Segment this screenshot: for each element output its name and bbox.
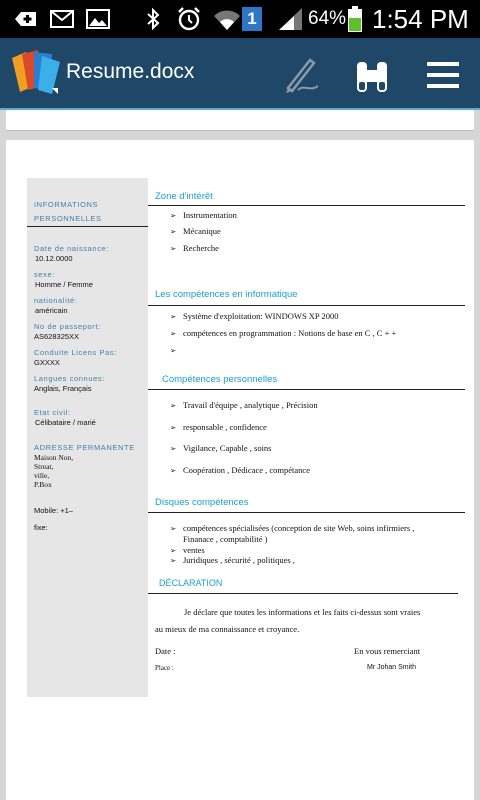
signature: Mr Johan Smith <box>367 664 417 671</box>
address-line: Streat, <box>34 462 54 471</box>
section-divider <box>148 389 465 390</box>
nationality-label: nationalité: <box>34 296 78 305</box>
arrow-bullet-icon: ➢ <box>170 466 177 475</box>
arrow-bullet-icon: ➢ <box>170 546 177 555</box>
arrow-bullet-icon: ➢ <box>170 401 177 410</box>
declaration-line: Je déclare que toutes les informations et les faits ci-dessus sont vraies <box>184 607 421 617</box>
list-item: Coopération , Dédicace , compétance <box>183 465 310 475</box>
previous-page <box>6 110 474 131</box>
add-icon <box>12 0 38 38</box>
status-bar <box>0 0 480 38</box>
signal-icon <box>278 0 304 38</box>
birth-label: Date de naissance: <box>34 244 110 253</box>
place-label: Place : <box>155 664 174 672</box>
nationality-value: américain <box>35 306 68 315</box>
arrow-bullet-icon: ➢ <box>170 524 177 533</box>
passport-value: AS628325XX <box>34 332 80 341</box>
section-divider <box>148 593 458 594</box>
list-item: compétences spécialisées (conception de site Web, soins infirmiers , <box>183 523 415 533</box>
declaration-title: DÉCLARATION <box>159 578 223 588</box>
list-item: compétences en programmation : Notions de base en C , C + + <box>183 328 397 338</box>
address-line: P.Box <box>34 480 52 489</box>
list-item-continued: Finanace , comptabilité ) <box>183 534 268 544</box>
address-line: Maison Non, <box>34 453 74 462</box>
document-title: Resume.docx <box>66 60 195 83</box>
thanks-text: En vous remerciant <box>354 646 421 656</box>
mail-icon <box>50 0 74 38</box>
address-line: ville, <box>34 471 50 480</box>
personal-skills-title: Compétences personnelles <box>162 374 278 385</box>
battery-percent: 64% <box>308 8 347 29</box>
binoculars-icon[interactable] <box>354 58 390 98</box>
fixe-label: fixe: <box>34 523 48 532</box>
menu-icon[interactable] <box>426 60 460 94</box>
personal-info-heading-2: PERSONNELLES <box>34 214 102 223</box>
languages-value: Anglais, Français <box>34 384 92 393</box>
license-label: Conduite Licens Pas: <box>34 348 117 357</box>
sex-label: sexe: <box>34 270 55 279</box>
license-value: GXXXX <box>34 358 60 367</box>
birth-value: 10.12.0000 <box>35 254 73 263</box>
mobile-label: Mobile: +1– <box>34 506 73 515</box>
app-bar <box>0 38 480 110</box>
clock: 1:54 PM <box>372 3 469 34</box>
sex-value: Homme / Femme <box>35 280 93 289</box>
computer-skills-title: Les compétences en informatique <box>155 289 298 300</box>
list-item: Juridiques , sécurité , politiques , <box>183 555 295 565</box>
list-item: Vigilance, Capable , soins <box>183 443 272 453</box>
arrow-bullet-icon: ➢ <box>170 423 177 432</box>
list-item: responsable , confidence <box>183 422 267 432</box>
list-item: Recherche <box>183 243 219 253</box>
arrow-bullet-icon: ➢ <box>170 329 177 338</box>
list-item: Instrumentation <box>183 210 237 220</box>
arrow-bullet-icon: ➢ <box>170 346 177 355</box>
arrow-bullet-icon: ➢ <box>170 312 177 321</box>
wifi-icon <box>212 0 242 38</box>
notification-count: 1 <box>242 7 262 31</box>
civil-status-label: Etat civil: <box>34 408 71 417</box>
personal-info-sidebar <box>27 178 148 697</box>
pen-icon[interactable] <box>280 56 320 98</box>
interest-title: Zone d'intérêt <box>155 191 213 202</box>
list-item: Mécanique <box>183 226 221 236</box>
arrow-bullet-icon: ➢ <box>170 211 177 220</box>
arrow-bullet-icon: ➢ <box>170 444 177 453</box>
resume-main-content <box>148 178 468 697</box>
arrow-bullet-icon: ➢ <box>170 244 177 253</box>
section-divider <box>148 512 465 513</box>
list-item: Système d'exploitation: WINDOWS XP 2000 <box>183 311 339 321</box>
declaration-line: au mieux de ma connaissance et croyance. <box>155 624 300 634</box>
bluetooth-icon <box>145 0 161 38</box>
section-divider <box>148 305 465 306</box>
section-divider <box>148 205 465 206</box>
image-icon <box>86 0 110 38</box>
address-label: ADRESSE PERMANENTE <box>34 443 135 452</box>
personal-info-heading: INFORMATIONS <box>34 200 99 209</box>
passport-label: No de passeport: <box>34 322 101 331</box>
list-item: Travail d'équipe , analytique , Précision <box>183 400 318 410</box>
sidebar-divider <box>27 226 148 227</box>
disk-skills-title: Disques compétences <box>155 497 249 508</box>
civil-status-value: Célibataire / marié <box>35 418 96 427</box>
alarm-icon <box>176 0 202 38</box>
battery-icon <box>348 0 362 38</box>
arrow-bullet-icon: ➢ <box>170 227 177 236</box>
app-logo-icon[interactable] <box>8 48 62 102</box>
sim-icon <box>242 0 262 38</box>
list-item: ventes <box>183 545 205 555</box>
languages-label: Langues connues: <box>34 374 105 383</box>
date-label: Date : <box>155 646 176 656</box>
arrow-bullet-icon: ➢ <box>170 556 177 565</box>
